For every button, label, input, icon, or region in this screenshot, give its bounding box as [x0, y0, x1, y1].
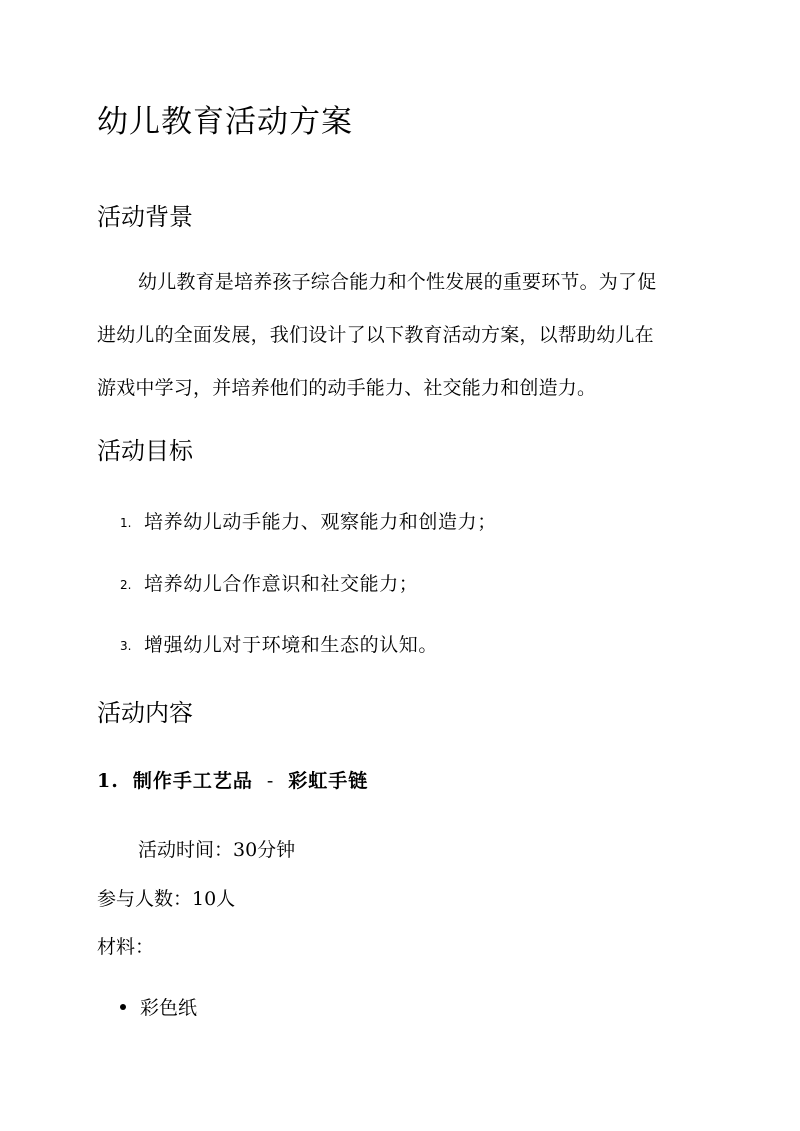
activity-time: 活动时间：30分钟 — [138, 839, 296, 861]
list-item-text: 培养幼儿合作意识和社交能力； — [144, 573, 419, 595]
activity-heading — [97, 766, 368, 793]
activity-subtitle: 彩虹手链 — [288, 770, 369, 792]
list-item-text: 培养幼儿动手能力、观察能力和创造力； — [144, 511, 497, 533]
goal-list-item — [120, 569, 418, 596]
activity-name: 制作手工艺品 — [132, 770, 253, 792]
list-number: 2. — [120, 578, 132, 592]
section-heading-goals: 活动目标 — [97, 437, 193, 465]
goal-list-item — [120, 507, 497, 534]
paragraph-line: 进幼儿的全面发展，我们设计了以下教育活动方案，以帮助幼儿在 — [97, 324, 654, 346]
material-text: 彩色纸 — [140, 997, 198, 1019]
materials-list-item — [120, 993, 197, 1020]
paragraph-line: 游戏中学习，并培养他们的动手能力、社交能力和创造力。 — [97, 377, 597, 399]
list-number: 1. — [120, 516, 132, 530]
list-item-text: 增强幼儿对于环境和生态的认知。 — [144, 634, 439, 656]
list-number: 3. — [120, 639, 132, 653]
activity-dash: - — [266, 770, 275, 792]
materials-label: 材料： — [97, 936, 155, 958]
goal-list-item — [120, 630, 438, 657]
activity-participants: 参与人数：10人 — [97, 888, 236, 910]
document-title: 幼儿教育活动方案 — [97, 104, 353, 140]
bullet-icon — [120, 1004, 126, 1010]
paragraph-line: 幼儿教育是培养孩子综合能力和个性发展的重要环节。为了促 — [138, 271, 657, 293]
activity-number: 1. — [97, 770, 119, 792]
section-heading-content: 活动内容 — [97, 699, 193, 727]
section-heading-background: 活动背景 — [97, 203, 193, 231]
background-paragraph — [97, 256, 717, 415]
